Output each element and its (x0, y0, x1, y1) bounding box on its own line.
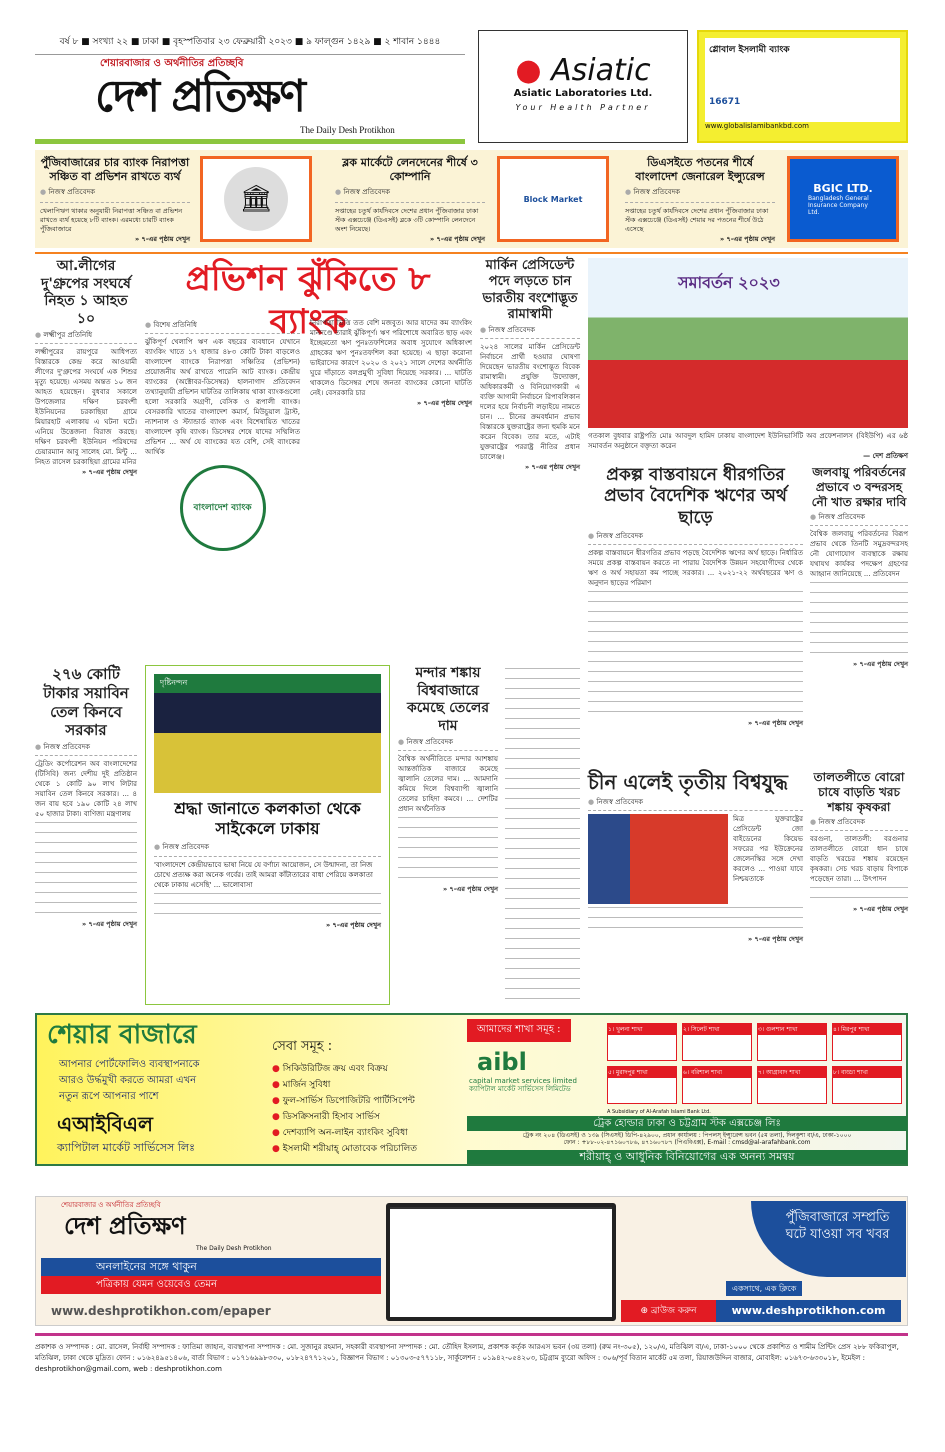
photo-credit: — দেশ প্রতিক্ষণ (863, 452, 908, 460)
service-item: ● মার্জিন সুবিধা (272, 1080, 331, 1090)
headline: শ্রদ্ধা জানাতে কলকাতা থেকে সাইকেলে ঢাকায় (174, 799, 361, 838)
continue-link[interactable]: » ৭-এর পৃষ্ঠায় দেখুন (853, 660, 908, 668)
headline: চীন এলেই তৃতীয় বিশ্বযুদ্ধ (588, 770, 788, 794)
branch: ২। সিলেট শাখা (683, 1024, 751, 1035)
teaser-story[interactable] (335, 156, 485, 245)
byline: ● নিজস্ব প্রতিবেদক (40, 186, 190, 198)
story-taltoli[interactable] (810, 770, 908, 1005)
asiatic-ad[interactable] (478, 30, 688, 143)
slogan: শরীয়াহ্ ও আধুনিক বিনিয়োগের এক অনন্য সমন্বয় (467, 1150, 907, 1164)
byline: ● নিজস্ব প্রতিবেদক (398, 737, 498, 747)
story-text: বৈশ্বিক জলবায়ু পরিবর্তনের বিরূপ প্রভাব থেকে তিনটি সমুদ্রবন্দরসহ নৌ যোগাযোগ ব্যবস্থাকে রক্ষায় যথাযথ কার্যকর পদক্ষেপ গ্রহণের আহ্বান জানিয়েছে ... প্রতিবেদন (810, 530, 908, 578)
story-ramaswamy[interactable] (480, 258, 580, 658)
branches-title: আমাদের শাখা সমূহ : (467, 1019, 571, 1042)
ad-line: নতুন রূপে আপনার পাশে (59, 1091, 159, 1102)
teaser-headline: ডিএসইতে পতনের শীর্ষে বাংলাদেশ জেনারেল ইন্স্যুরেন্স (635, 156, 765, 183)
gib-ad[interactable] (697, 30, 908, 143)
bank-image (200, 156, 312, 242)
lead-headline: প্রভিশন ঝুঁকিতে ৮ ব্যাংক (185, 259, 431, 342)
bangladesh-bank-seal: বাংলাদেশ ব্যাংক (180, 465, 266, 551)
imprint: প্রকাশক ও সম্পাদক : মো. রাসেল, নির্বাহী সম্পাদক : ফাতিমা জাহান, ব্যবস্থাপনা সম্পাদক : মো. সুজানুর রহমান, সহকারী ব্যবস্থাপনা সম্পাদক : মো. তৌহিদ ইসলাম, প্রকাশক কর্তৃক আরএস ভবন (৩য় তলা) (রুম নং-৩০৫), ১২০/এ, মতিঝিল বা/এ, ঢাকা-১০০০ থেকে প্রকাশিত ও শামীম প্রিন্টিং প্রেস ২৮৮ ফকিরাপুল, মতিঝিল, ঢাকা থেকে মুদ্রিত। ফোন : ০১৬২৪৯৫১৪০৬, বার্তা বিভাগ : ০১৭১৬৯৯৮৩৩০, ০১৮২৪৭৭১২০১, বিজ্ঞাপন বিভাগ : ০১৩০৩-৫৭৭১১৮, সার্কুলেশন : ০১৯৪২-০৫৪২০৩, চট্টগ্রাম ব্যুরো অফিস : ৩০৬/পূর্ব বিতান মার্কেট ৫ম তলা, রিয়াজউদ্দিন বাজার, মোবাইল: ০১৬৭৩-৬৩৩০১৮, ইমেইল : deshprotikhon@gmail.com, web : deshprotikhon.com (35, 1343, 899, 1373)
byline: ● নিজস্ব প্রতিবেদক (810, 512, 908, 522)
story-text: ২০২৪ সালের মার্কিন প্রেসিডেন্ট নির্বাচনে প্রার্থী হওয়ার ঘোষণা দিয়েছেন ভারতীয় বংশোদ্ভূত বিবেক রামাস্বামী। প্রযুক্তি উদ্যোক্তা, অধিকারকর্মী ও বিনিয়োগকারী এ ব্যক্তি আগামী নির্বাচনে রিপাবলিকান দলের হয়ে নির্বাচনী লড়াইয়ে নামতে চান। ... চীনের ক্রমবর্ধমান প্রভাব বিস্তারকে যুক্তরাষ্ট্রের জন্য হুমকি মনে করেন বিবেক। তার মতে, এটাই যুক্তরাষ্ট্রের পররাষ্ট্র নীতির প্রধান চ্যালেঞ্জ। (480, 343, 580, 461)
continue-link[interactable]: » ৭-এর পৃষ্ঠায় দেখুন (748, 718, 803, 727)
teaser-headline: পুঁজিবাজারের চার ব্যাংক নিরাপত্তা সঞ্চিত বা প্রভিশন রাখতে ব্যর্থ (40, 156, 190, 183)
teaser-text: খেলাপিঋণ থাকার অনুযায়ী নিরাপত্তা সঞ্চিত বা প্রভিশন রাখতে ব্যর্থ হয়েছে ৮টি ব্যাংক। এরমধ্যে চারটি ব্যাংক পুঁজিবাজারে (40, 202, 190, 234)
convocation-photo (588, 258, 908, 428)
ad-line: আরও উর্দ্ধমুখী করতে আমরা এখন (59, 1075, 197, 1086)
browse-button[interactable]: ⊕ ব্রাউজ করুন (621, 1300, 716, 1322)
branch: ৬। বরিশাল শাখা (683, 1067, 751, 1078)
branch: ৩। গুলশান শাখা (758, 1024, 826, 1035)
branch: ৭। আগ্রাবাদ শাখা (758, 1067, 826, 1078)
lead-story-col2 (310, 318, 472, 648)
continue-link[interactable]: » ৭-এর পৃষ্ঠায় দেখুন (82, 468, 137, 476)
byline: ● নিজস্ব প্রতিবেদক (588, 531, 803, 541)
branch: ৪। মিরপুর শাখা (833, 1024, 901, 1035)
bank-building-icon: 🏛 (224, 167, 288, 231)
headline: আ.লীগের দু'গ্রুপের সংঘর্ষে নিহত ১ আহত ১০ (41, 258, 131, 327)
block-market-image: Block Market (497, 156, 609, 242)
one-click: একসাথে, এক ক্লিকে (726, 1281, 802, 1296)
continue-link[interactable]: » ৭-এর পৃষ্ঠায় দেখুন (720, 235, 775, 243)
ad-logo: দেশ প্রতিক্ষণ (64, 1211, 186, 1240)
caption-text: গতকাল বুধবার রাষ্ট্রপতি মোঃ আবদুল হামিদ ঢাকায় বাংলাদেশ ইউনিভার্সিটি অব প্রফেশনালস (বিইউপি) এর ৬ষ্ঠ সমাবর্তন অনুষ্ঠানে বক্তৃতা করেন (588, 432, 908, 450)
ad-right-text: পুঁজিবাজারে সম্প্রতি ঘটে যাওয়া সব খবর (751, 1201, 906, 1277)
branch: ১। খুলনা শাখা (608, 1024, 676, 1035)
headline: জলবায়ু পরিবর্তনের প্রভাবে ৩ বন্দরসহ নৌ খাত রক্ষার দাবি (811, 465, 907, 509)
service-item: ● ডিসক্রিসনারী হিসাব সার্ভিস (272, 1112, 380, 1122)
aibl-logo-bn: ক্যাপিটাল মার্কেট সার্ভিসেস লিমিটেড (469, 1084, 571, 1093)
teaser-text: সপ্তাহের চতুর্থ কার্যদিবসে দেশের প্রধান পুঁজিবাজার ঢাকা স্টক এক্সচেঞ্জে (ডিএসই) ব্লকে ৩টি কোম্পানি লেনদেনে অংশ নিয়েছে। (335, 202, 485, 234)
masthead-tagline: শেয়ারবাজার ও অর্থনীতির প্রতিচ্ছবি (100, 58, 244, 69)
byline: ● লক্ষ্মীপুর প্রতিনিধি (35, 330, 137, 340)
story-foreign-loan[interactable] (588, 465, 803, 760)
asiatic-company: Asiatic Laboratories Ltd. (513, 88, 653, 99)
story-text: ট্রেডিং কর্পোরেশন অব বাংলাদেশের (টিসিবি) জন্য দেশীয় দুই প্রতিষ্ঠান থেকে ১ কোটি ৯০ লাখ লিটার সয়াবিন তেল কিনবে সরকার। ... ৪ জন বায় হবে ১৯০ কোটি ২৪ লাখ ৫০ হাজার টাকা। বাণিজ্য মন্ত্রণালয় (35, 760, 137, 818)
address: ট্রেক নং ২০৪ (ডিএসই) ও ১৩৯ (সিএসই) ডিপি-৪২৯০০, প্রধান কার্যালয় : পিপলস্ ইন্স্যুরেন্স ভবন (৫ম তলা), দিলকুশা বা/এ, ঢাকা-১০০০ (522, 1132, 852, 1139)
trek-holder: ট্রেক হোল্ডার ঢাকা ও চট্টগ্রাম স্টক এক্সচেঞ্জ লিঃ (467, 1116, 907, 1131)
story-text: নিরাপত্তা ভিত্তি তত বেশি মজবুত। আর যাদের কম ব্যাংকিং মানদণ্ডে তারাই ঝুঁকিপূর্ণ। ঋণ পরিশোধে অবারিত ছাড় এবং ইচ্ছেমতো ঋণ পুনঃতফশিলের অবাধ সুযোগে অধিকাংশ গ্রাহকের ঋণ পুনঃতফশিল করা হয়েছে। এ ছাড়া করোনা ভাইরাসের কারণে ২০২০ ও ২০২১ সালে দেশের অর্থনীতি ঘুরে দাঁড়াতে বলপ্রমুখী সুবিধা দিয়েছে সরকার। ... ঘাটতি থাকলেও ডিসেম্বর শেষে জনতা ব্যাংকের কোনো ঘাটতি নেই। বেসরকারি চার (310, 319, 472, 397)
photo-caption (588, 431, 908, 461)
byline: ● বিশেষ প্রতিনিধি (145, 320, 300, 330)
ad-tagline: শেয়ারবাজার ও অর্থনীতির প্রতিচ্ছবি (61, 1201, 161, 1209)
story-text: ঝুঁকিপূর্ণ খেলাপি ঋণ এক বছরের ব্যবধানে যেখানে ব্যাংকিং খাতে ১৭ হাজার ৪৮৩ কোটি টাকা বাড়লেও বাংলাদেশ ব্যাংকে নিরাপত্তা সঞ্চিতির (প্রভিশন) প্রয়োজনীয় অর্থ রাখতে পারেনি আট ব্যাংক। কেন্দ্রীয় ব্যাংকের (অক্টোবর-ডিসেম্বর) হালনাগাদ প্রতিবেদন তথ্যানুযায়ী প্রভিশন ঘাটতির তালিকায় থাকা ব্যাংকগুলো হলো সরকারি অগ্রণী, বেসিক ও রূপালী ব্যাংক। বেসরকারি খাতের বাংলাদেশ কমার্স, মিউচুয়াল ট্রাস্ট, ন্যাশনাল ও স্ট্যান্ডার্ড ব্যাংক এবং বিশেষায়িত খাতের বাংলাদেশ কৃষি ব্যাংক। ডিসেম্বর শেষে যাদের সম্মিলিত প্রভিশন ... অর্থ যে ব্যাংকের যত বেশি, সেই ব্যাংকের আর্থিক (145, 338, 300, 456)
dateline: বর্ষ ৮ ■ সংখ্যা ২২ ■ ঢাকা ■ বৃহস্পতিবার ২৩ ফেব্রুয়ারী ২০২৩ ■ ৯ ফাল্গুন ১৪২৯ ■ ২ শাবান ১৪৪৪ (35, 34, 465, 55)
newspaper-logo: দেশ প্রতিক্ষণ (95, 71, 305, 122)
ad-line2: পত্রিকায় যেমন ওয়েবেও তেমন (41, 1276, 381, 1294)
lead-story-col1 (145, 318, 300, 658)
aibl-subsidiary: A Subsidiary of Al-Arafah Islami Bank Ltd. (607, 1109, 711, 1115)
section-divider (35, 252, 908, 254)
story-climate[interactable] (810, 465, 908, 760)
story-soybean[interactable] (35, 665, 137, 1005)
putin-xi-photo (588, 814, 728, 904)
aibl-logo-sub: capital market services limited (469, 1076, 577, 1085)
continue-link[interactable]: » ৭-এর পৃষ্ঠায় দেখুন (135, 235, 190, 243)
ad-title: শেয়ার বাজারে (47, 1020, 197, 1050)
headline: প্রকল্প বাস্তবায়নে ধীরগতির প্রভাব বৈদেশিক ঋণের অর্থ ছাড়ে (604, 465, 787, 528)
teaser-headline: ব্লক মার্কেটে লেনদেনের শীর্ষে ৩ কোম্পানি (342, 156, 478, 183)
byline: ● নিজস্ব প্রতিবেদক (335, 186, 485, 198)
byline: ● নিজস্ব প্রতিবেদক (480, 325, 580, 335)
story-text: বরগুনা, তালতলী: বরগুনার তালতলীতে বোরো ধান চাষে বাড়তি খরচের শঙ্কায় রয়েছেন কৃষকরা। সেচ খরচ বাড়ায় বিপাকে পড়েছেন তারা। ... উৎপাদন (810, 835, 908, 883)
story-oil[interactable] (398, 665, 498, 1005)
aibl-name: এআইবিএল (57, 1112, 153, 1136)
continue-link[interactable]: » ৭-এর পৃষ্ঠায় দেখুন (417, 399, 472, 407)
story-china[interactable] (588, 770, 803, 1005)
footer-divider (35, 1333, 908, 1336)
epaper-link[interactable]: www.deshprotikhon.com/epaper (51, 1304, 271, 1318)
site-link[interactable]: www.deshprotikhon.com (716, 1300, 901, 1322)
bgic-name: BGIC LTD. (813, 182, 873, 195)
ad-logo-en: The Daily Desh Protikhon (196, 1245, 272, 1252)
aibl-name-sub: ক্যাপিটাল মার্কেট সার্ভিসেস লিঃ (57, 1141, 195, 1154)
continue-link[interactable]: » ৭-এর পৃষ্ঠায় দেখুন (525, 463, 580, 471)
us-story-continued (505, 665, 580, 1005)
gib-name: গ্লোবাল ইসলামী ব্যাংক (709, 45, 790, 55)
continue-link[interactable]: » ৭-এর পৃষ্ঠায় দেখুন (748, 935, 803, 943)
continue-link[interactable]: » ৭-এর পৃষ্ঠায় দেখুন (443, 885, 498, 893)
globe-icon: ⊕ (640, 1306, 649, 1316)
teaser-story[interactable] (40, 156, 190, 245)
service-item: ● সিকিউরিটিজ ক্রয় এবং বিক্রয় (272, 1064, 388, 1074)
ad-line1: অনলাইনের সঙ্গে থাকুন (41, 1258, 381, 1276)
bgic-sub: Bangladesh General Insurance Company Ltd. (808, 195, 869, 216)
byline: ● নিজস্ব প্রতিবেদক (35, 742, 137, 752)
section-label: দৃষ্টিনন্দন (154, 674, 381, 693)
branch: ৮। বাড্ডা শাখা (833, 1067, 901, 1078)
asiatic-brand: ● Asiatic (515, 53, 651, 88)
headline: মার্কিন প্রেসিডেন্ট পদে লড়তে চান ভারতীয় বংশোদ্ভূত রামাস্বামী (482, 258, 578, 322)
aibl-logo-block (469, 1049, 601, 1093)
continue-link[interactable]: » ৭-এর পৃষ্ঠায় দেখুন (82, 920, 137, 928)
teaser-band (35, 150, 908, 248)
headline: তালতলীতে বোরো চাষে বাড়তি খরচ শঙ্কায় কৃষকরা (813, 770, 905, 814)
story-cycle[interactable] (145, 665, 390, 1005)
story-awami-clash[interactable] (35, 258, 137, 658)
story-text: 'বাংলাদেশে কেন্দ্রীয়ভাবে ভাষা নিয়ে যে বর্ণাঢ্য আয়োজন, সে উন্মাদনা, তা নিজ চোখে প্রত্যক্ষ করা অনেক গর্বের। তাই আমরা কাঁটাতারের বাধা পেরিয়ে কলকাতা থেকে ঢাকায় এসেছি' ... ভালোবাসা (154, 861, 373, 889)
devices-image (386, 1203, 616, 1321)
continue-link[interactable]: » ৭-এর পৃষ্ঠায় দেখুন (853, 905, 908, 913)
story-text: প্রকল্প বাস্তবায়নে ধীরগতির প্রভাব পড়ছে বৈদেশিক ঋণের অর্থ ছাড়ে। নির্ধারিত সময়ে প্রকল্প বাস্তবায়ন করতে না পারায় বৈদেশিক উন্নয়ন সহযোগীদের থেকে ঋণ ও অর্থ সহায়তা কম পাচ্ছে সরকার। ... ২০২১-২২ অর্থবছরের ঋণ ও অনুদান ছাড়ের পরিমাণ (588, 548, 803, 587)
cyclists-photo (154, 693, 381, 793)
byline: ● নিজস্ব প্রতিবেদক (154, 841, 381, 853)
bgic-logo (787, 156, 899, 242)
service-item: ● দেশব্যাপি অন-লাইন ব্যাংকিং সুবিধা (272, 1128, 408, 1138)
byline: ● নিজস্ব প্রতিবেদক (588, 797, 803, 807)
ad-line: আপনার পোর্টফোলিও ব্যবস্থাপনাকে (59, 1059, 200, 1070)
asiatic-tagline: Your Health Partner (515, 103, 651, 112)
teaser-story[interactable] (625, 156, 775, 245)
aibl-footer (467, 1116, 907, 1164)
headline: ২৭৬ কোটি টাকার সয়াবিন তেল কিনবে সরকার (43, 665, 129, 740)
story-text: লক্ষ্মীপুরের রায়পুরে আধিপত্য বিস্তারকে কেন্দ্র করে আওয়ামী লীগের দু'গ্রুপের সংঘর্ষে এক শিশুর মৃত্যু হয়েছে। এসময় অন্তত ১০ জন আহত হয়েছেন। বুধবার সকালে উপজেলার দক্ষিণ চরবংশী ইউনিয়নের চরকাছিয়া গ্রামে মিয়ারহাট এলাকায় এ ঘটনা ঘটে। এনিয়ে উত্তেজনা বিরাজ করছে। দক্ষিণ চরবংশী ইউনিয়ন পরিষদের চেয়ারম্যান আবু সালেহ মো. মিন্টু ... নিহত রাসেল চরকাছিয়া গ্রামের মনির (35, 348, 137, 466)
service-item: ● ফুল-সার্ভিস ডিপোজিটরি পার্টিসিপেন্ট (272, 1096, 415, 1106)
continue-link[interactable]: » ৭-এর পৃষ্ঠায় দেখুন (430, 235, 485, 243)
newspaper-logo-en: The Daily Desh Protikhon (300, 125, 395, 135)
desh-protikhon-ad[interactable] (35, 1196, 908, 1326)
service-item: ● ইসলামী শরীয়াহ্ মোতাবেক পরিচালিত (272, 1144, 418, 1154)
branch: ৫। মুরাদপুর শাখা (608, 1067, 676, 1078)
story-text: মিত্র যুক্তরাষ্ট্রের প্রেসিডেন্ট জো বাইডেনের কিয়েভ সফরের পর ইউক্রেনের জেলেনস্কির সঙ্গে দেখা করলেও ... পাওয়া যাবে নিশ্চয়তাকে (733, 815, 803, 883)
convocation-banner: সমাবর্তন ২০২৩ (678, 273, 780, 292)
story-text: বৈশ্বিক অর্থনীতিতে মন্দার আশঙ্কায় আন্তর্জাতিক বাজারে কমেছে জ্বালানি তেলের দাম। ... আমদানি কমিয়ে দিলে বিশ্বব্যাপী জ্বালানি তেলের চাহিদা কমবে। ... দেশটির প্রধান অর্থনৈতিক (398, 755, 498, 813)
gib-web: www.globalislamibankbd.com (705, 122, 809, 130)
masthead-divider (35, 139, 465, 144)
contact: ফোন : +৮৮-০২-৪৭১৬০৭৮৬, ৪৭১৬০৭৮৭ (পিএবিএক্স), E-mail : cmsd@al-arafahbank.com (563, 1139, 811, 1146)
byline: ● নিজস্ব প্রতিবেদক (810, 817, 908, 827)
byline: ● নিজস্ব প্রতিবেদক (625, 186, 775, 198)
branch-list (607, 1023, 902, 1104)
continue-link[interactable]: » ৭-এর পৃষ্ঠায় দেখুন (326, 921, 381, 929)
aibl-logo: aibl (477, 1048, 527, 1076)
headline: মন্দার শঙ্কায় বিশ্ববাজারে কমেছে তেলের দাম (406, 665, 490, 734)
services-title: সেবা সমূহ : (272, 1039, 333, 1054)
teaser-text: সপ্তাহের চতুর্থ কার্যদিবসে দেশের প্রধান পুঁজিবাজার ঢাকা স্টক এক্সচেঞ্জে (ডিএসই) শেয়ার দর পতনের শীর্ষে উঠে এসেছে (625, 202, 775, 234)
gib-hotline: 16671 (709, 97, 741, 107)
aibl-ad[interactable] (35, 1013, 908, 1166)
